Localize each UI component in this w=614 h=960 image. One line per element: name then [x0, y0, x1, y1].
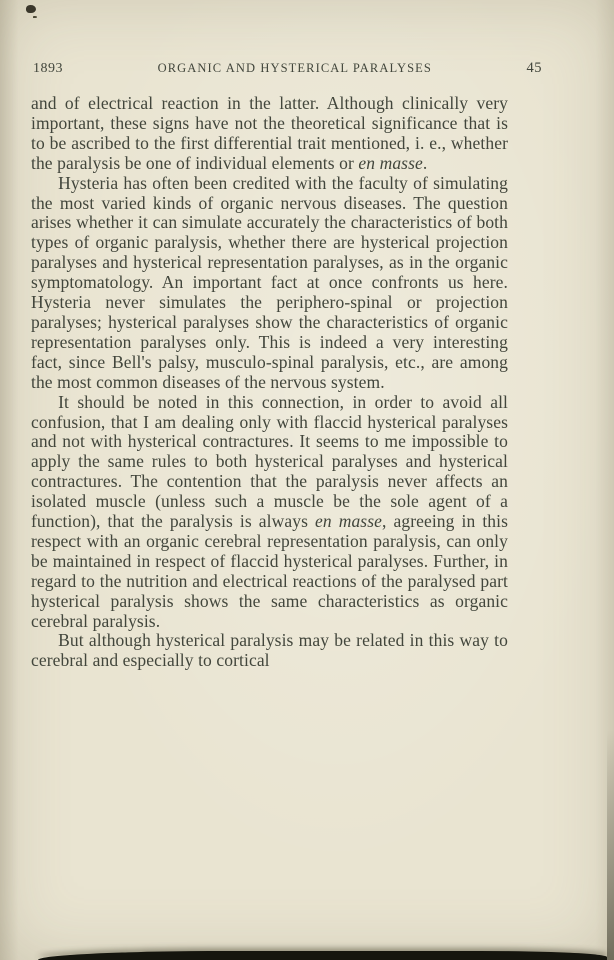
- scan-speck: [26, 5, 36, 13]
- text-run: , agreeing in this respect with an organic cerebral representation paralysis, can only be maintained in respect of flaccid hysterical paralyses. Further, in regard to the nutrition and electrical reactions of the paralysed part hysterical paralysis shows the same characteristics as organic cerebral paralysis.: [31, 511, 508, 631]
- page-body: [31, 94, 508, 671]
- scan-edge-right: [607, 730, 614, 960]
- paragraph: [31, 174, 508, 393]
- paragraph: [31, 631, 508, 671]
- scan-edge-bottom: [38, 951, 607, 960]
- text-run: and of electrical reaction in the latter. Although clinically very important, these signs have not the theoretical significance that is to be ascribed to the first differential trait mentioned, i. e., whether the paralysis be one of individual elements or: [31, 93, 508, 173]
- text-run: .: [422, 152, 428, 173]
- header-page-number: 45: [526, 60, 542, 76]
- text-run: Hysteria has often been credited with the faculty of simulating the most varied kinds of organic nervous diseases. The question arises whether it can simulate accurately the characteristics of both types of organic paralysis, whether there are hysterical projection paralyses and hysterical representation paralyses, as in the organic symptomatology. An important fact at once confronts us here. Hysteria never simulates the periphero-spinal or projection paralyses; hysterical paralyses show the characteristics of organic representation paralyses only. This is indeed a very interesting fact, since Bell's palsy, musculo-spinal paralysis, etc., are among the most common diseases of the nervous system.: [31, 172, 508, 392]
- header-running-title: ORGANIC AND HYSTERICAL PARALYSES: [157, 61, 432, 75]
- paragraph: [31, 94, 508, 174]
- text-run: It should be noted in this connection, in order to avoid all confusion, that I am dealing only with flaccid hysterical paralyses and not with hysterical contractures. It seems to me impossible to apply the same rules to both hysterical paralyses and hysterical contractures. The contention that the paralysis never affects an isolated muscle (unless such a muscle be the sole agent of a function), that the paralysis is always: [31, 391, 508, 532]
- italic-text-run: en masse: [358, 152, 423, 173]
- paragraph: [31, 393, 508, 632]
- italic-text-run: en masse: [315, 511, 382, 532]
- text-run: But although hysterical paralysis may be related in this way to cerebral and especially to cortical: [31, 630, 508, 671]
- header-year: 1893: [33, 61, 63, 76]
- page-header: [33, 60, 542, 77]
